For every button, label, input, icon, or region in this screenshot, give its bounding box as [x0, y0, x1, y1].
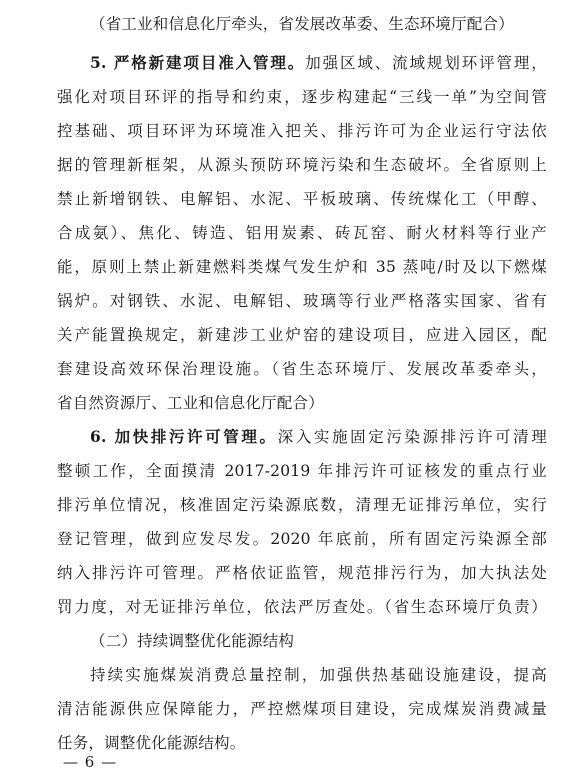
text-line: 登记管理，做到应发尽发。2020 年底前，所有固定污染源全部 — [57, 530, 547, 548]
item-6-heading: 6. 加快排污许可管理。 — [90, 427, 278, 446]
text-line: 整顿工作，全面摸清 2017-2019 年排污许可证核发的重点行业 — [57, 462, 547, 480]
text-line: 合成氨）、焦化、铸造、铝用炭素、砖瓦窑、耐火材料等行业产 — [57, 224, 547, 242]
text-line: 清洁能源供应保障能力，严控燃煤项目建设，完成煤炭消费减量 — [57, 700, 547, 718]
text-line: 省自然资源厅、工业和信息化厅配合） — [57, 394, 324, 412]
text-line: 锅炉。对钢铁、水泥、电解铝、玻璃等行业严格落实国家、省有 — [57, 292, 547, 310]
text-line: 禁止新增钢铁、电解铝、水泥、平板玻璃、传统煤化工（甲醇、 — [57, 190, 547, 208]
item-6-first-line — [90, 423, 547, 451]
text-line: 纳入排污许可管理。严格依证监管，规范排污行为，加大执法处 — [57, 564, 547, 582]
page-number: — 6 — — [63, 753, 118, 771]
section-heading: （二）持续调整优化能源结构 — [90, 632, 295, 650]
item-5-first-line — [90, 49, 547, 77]
text-line: 罚力度，对无证排污单位，依法严厉查处。（省生态环境厅负责） — [57, 598, 547, 616]
text-line: 能，原则上禁止新建燃料类煤气发生炉和 35 蒸吨/时及以下燃煤 — [57, 258, 547, 276]
text-line: 持续实施煤炭消费总量控制，加强供热基础设施建设，提高 — [90, 666, 547, 684]
text-line: 套建设高效环保治理设施。（省生态环境厅、发展改革委牵头， — [57, 360, 547, 378]
text-line: （省工业和信息化厅牵头，省发展改革委、生态环境厅配合） — [90, 15, 514, 33]
text-line: 关产能置换规定，新建涉工业炉窑的建设项目，应进入园区，配 — [57, 326, 547, 344]
text-line: 任务，调整优化能源结构。 — [57, 734, 246, 752]
item-5-heading: 5. 严格新建项目准入管理。 — [90, 53, 306, 72]
text-line: 强化对项目环评的指导和约束，逐步构建起“三线一单”为空间管 — [57, 88, 547, 106]
text-line: 据的管理新框架，从源头预防环境污染和生态破坏。全省原则上 — [57, 156, 547, 174]
text-line: 控基础、项目环评为环境准入把关、排污许可为企业运行守法依 — [57, 122, 547, 140]
item-5-text: 加强区域、流域规划环评管理， — [305, 54, 547, 72]
item-6-text: 深入实施固定污染源排污许可清理 — [277, 428, 547, 446]
text-line: 排污单位情况，核准固定污染源底数，清理无证排污单位，实行 — [57, 496, 547, 514]
